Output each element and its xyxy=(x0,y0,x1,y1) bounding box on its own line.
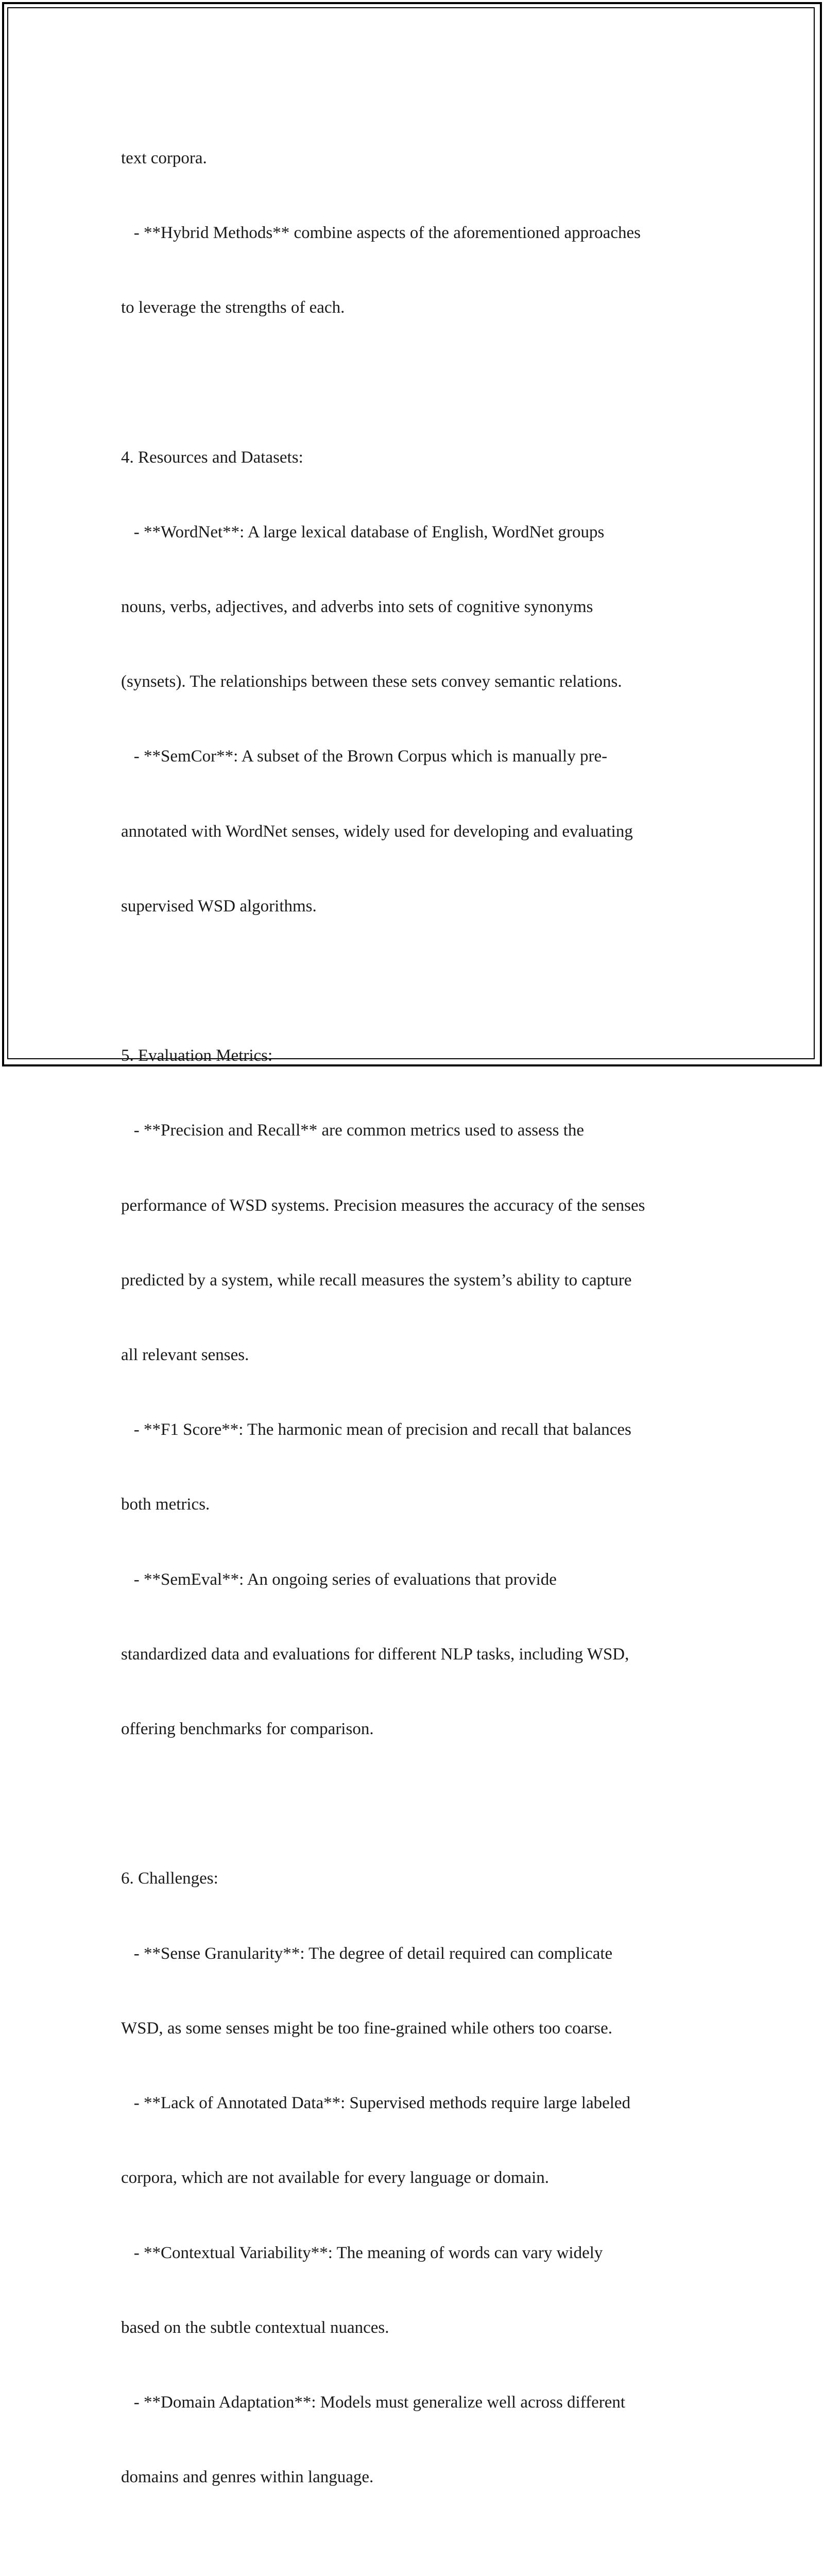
text-line: - **SemEval**: An ongoing series of evaluations that provide xyxy=(121,1570,557,1589)
text-line: (synsets). The relationships between these sets convey semantic relations. xyxy=(121,672,622,691)
text-line: - **Hybrid Methods** combine aspects of the aforementioned approaches xyxy=(121,224,641,243)
text-line: - **SemCor**: A subset of the Brown Corpus which is manually pre- xyxy=(121,747,608,766)
blank-line xyxy=(121,370,718,395)
text-line: predicted by a system, while recall measures the system’s ability to capture xyxy=(121,1270,632,1290)
text-line: - **Precision and Recall** are common metrics used to assess the xyxy=(121,1121,585,1140)
text-line: offering benchmarks for comparison. xyxy=(121,1720,374,1739)
text-line: text corpora. xyxy=(121,148,207,167)
text-line: annotated with WordNet senses, widely used for developing and evaluating xyxy=(121,822,633,841)
blank-line xyxy=(121,969,718,993)
text-line: to leverage the strengths of each. xyxy=(121,298,345,317)
blank-line xyxy=(121,1791,718,1816)
text-line: - **Contextual Variability**: The meaning of words can vary widely xyxy=(121,2243,603,2262)
section-heading: 4. Resources and Datasets: xyxy=(121,448,303,467)
document-body xyxy=(121,96,718,2576)
section-heading: 6. Challenges: xyxy=(121,1869,218,1888)
blank-line xyxy=(121,2539,718,2564)
section-heading: 5. Evaluation Metrics: xyxy=(121,1046,273,1065)
text-line: nouns, verbs, adjectives, and adverbs into sets of cognitive synonyms xyxy=(121,598,593,617)
text-line: WSD, as some senses might be too fine-grained while others too coarse. xyxy=(121,2019,613,2038)
text-line: performance of WSD systems. Precision measures the accuracy of the senses xyxy=(121,1196,645,1215)
text-line: standardized data and evaluations for different NLP tasks, including WSD, xyxy=(121,1645,629,1664)
text-line: both metrics. xyxy=(121,1495,210,1514)
text-line: supervised WSD algorithms. xyxy=(121,896,317,916)
text-line: - **Domain Adaptation**: Models must generalize well across different xyxy=(121,2393,626,2412)
text-line: all relevant senses. xyxy=(121,1346,249,1365)
text-line: - **Sense Granularity**: The degree of detail required can complicate xyxy=(121,1944,613,1963)
text-line: - **WordNet**: A large lexical database of English, WordNet groups xyxy=(121,522,605,541)
text-line: - **F1 Score**: The harmonic mean of precision and recall that balances xyxy=(121,1420,631,1439)
text-line: based on the subtle contextual nuances. xyxy=(121,2318,389,2337)
text-line: corpora, which are not available for every language or domain. xyxy=(121,2168,550,2188)
text-line: domains and genres within language. xyxy=(121,2468,374,2487)
text-line: - **Lack of Annotated Data**: Supervised methods require large labeled xyxy=(121,2094,631,2113)
